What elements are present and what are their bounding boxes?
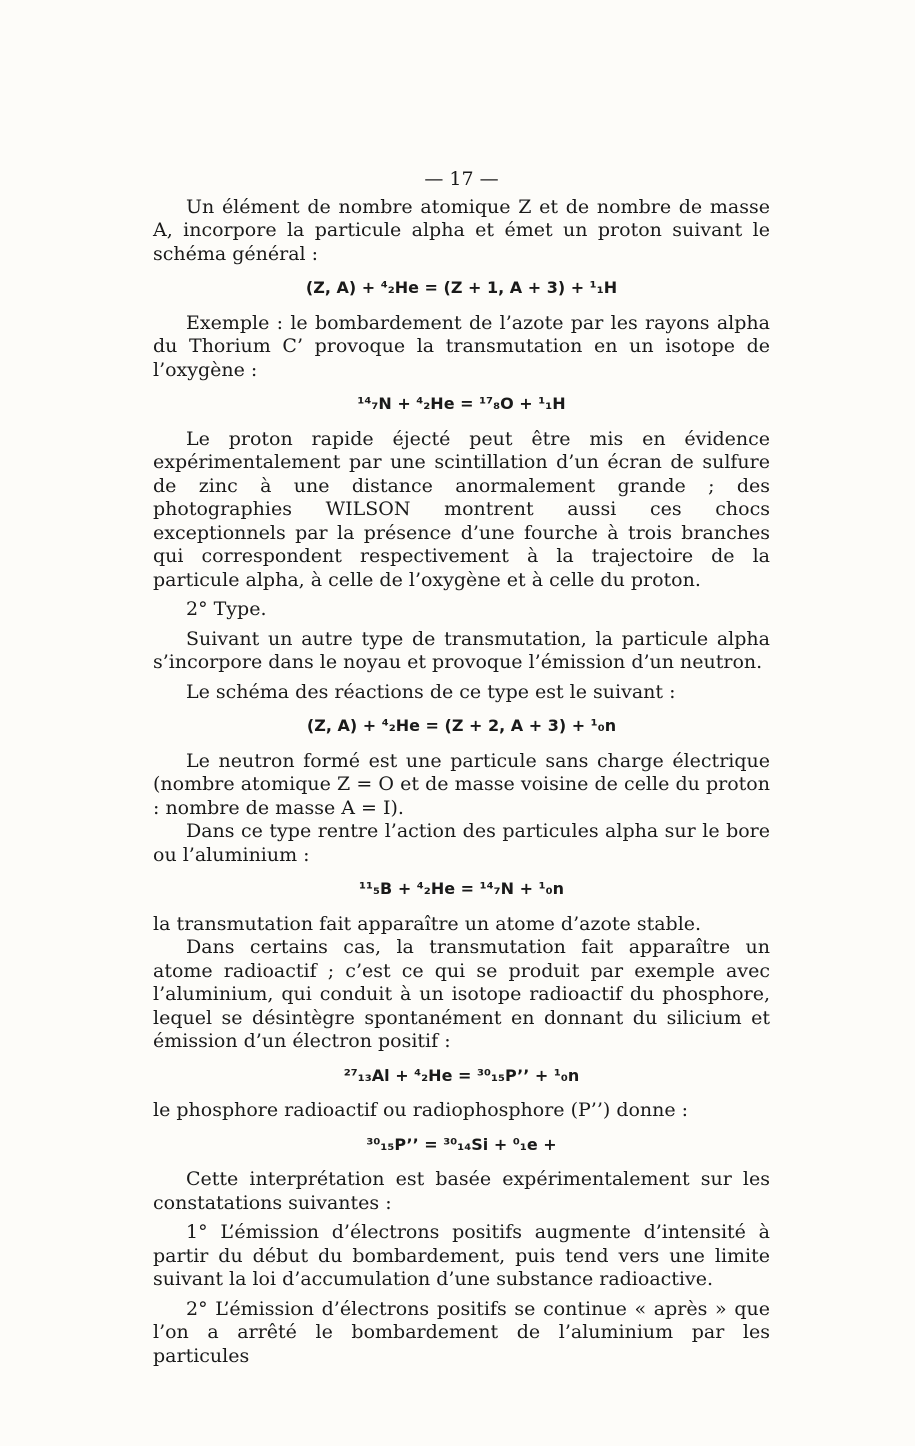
paragraph-radiophosphorus: le phosphore radioactif ou radiophosphore (P’’) donne : [153, 1099, 689, 1121]
equation-boron: ¹¹₅B + ⁴₂He = ¹⁴₇N + ¹₀n [359, 879, 564, 898]
paragraph-general-scheme: Un élément de nombre atomique Z et de nombre de masse A, incorpore la particule alpha et émet un proton suivant le schéma général : [153, 195, 770, 265]
equation-nitrogen-oxygen: ¹⁴₇N + ⁴₂He = ¹⁷₈O + ¹₁H [357, 394, 566, 413]
paragraph-scheme-intro: Le schéma des réactions de ce type est le suivant : [186, 680, 676, 703]
paragraph-stable-nitrogen: la transmutation fait apparaître un atome d’azote stable. [153, 912, 702, 935]
equation-neutron-scheme: (Z, A) + ⁴₂He = (Z + 2, A + 3) + ¹₀n [306, 716, 617, 735]
heading-type-2: 2° Type. [186, 598, 267, 620]
paragraph-neutron-definition: Le neutron formé est une particule sans charge électrique (nombre atomique Z = O et de masse voisine de celle du proton : nombre de masse A = I). [153, 749, 770, 819]
paragraph-proton-detection: Le proton rapide éjecté peut être mis en évidence expérimentalement par une scintillation d’un écran de sulfure de zinc à une distance anormalement grande ; des photographies WILSON montrent aussi ces chocs exceptionnels par la présence d’une fourche à trois branches qui correspondent respectivement à la trajectoire de la particule alpha, à celle de l’oxygène et à celle du proton. [153, 427, 770, 591]
equation-phosphorus-decay: ³⁰₁₅P’’ = ³⁰₁₄Si + ⁰₁e + [366, 1134, 557, 1154]
paragraph-observation-1: 1° L’émission d’électrons positifs augmente d’intensité à partir du début du bombardement, puis tend vers une limite suivant la loi d’accumulation d’une substance radioactive. [153, 1221, 770, 1290]
paragraph-neutron-emission: Suivant un autre type de transmutation, la particule alpha s’incorpore dans le noyau et provoque l’émission d’un neutron. [153, 627, 770, 673]
equation-proton-scheme: (Z, A) + ⁴₂He = (Z + 1, A + 3) + ¹₁H [305, 278, 618, 297]
paragraph-interpretation: Cette interprétation est basée expérimentalement sur les constatations suivantes : [153, 1168, 770, 1214]
paragraph-example-nitrogen: Exemple : le bombardement de l’azote par les rayons alpha du Thorium C’ provoque la transmutation en un isotope de l’oxygène : [153, 311, 770, 381]
paragraph-radioactive-atom: Dans certains cas, la transmutation fait apparaître un atome radioactif ; c’est ce qui se produit par exemple avec l’aluminium, qui conduit à un isotope radioactif du phosphore, lequel se désintègre spontanément en donnant du silicium et émission d’un électron positif : [153, 936, 770, 1052]
book-page [153, 168, 770, 1368]
paragraph-observation-2: 2° L’émission d’électrons positifs se continue « après » que l’on a arrêté le bombardement de l’aluminium par les particules [153, 1297, 770, 1367]
page-number: — 17 — [424, 168, 499, 190]
paragraph-boron-aluminium: Dans ce type rentre l’action des particules alpha sur le bore ou l’aluminium : [153, 820, 770, 866]
equation-aluminium: ²⁷₁₃Al + ⁴₂He = ³⁰₁₅P’’ + ¹₀n [343, 1065, 580, 1085]
